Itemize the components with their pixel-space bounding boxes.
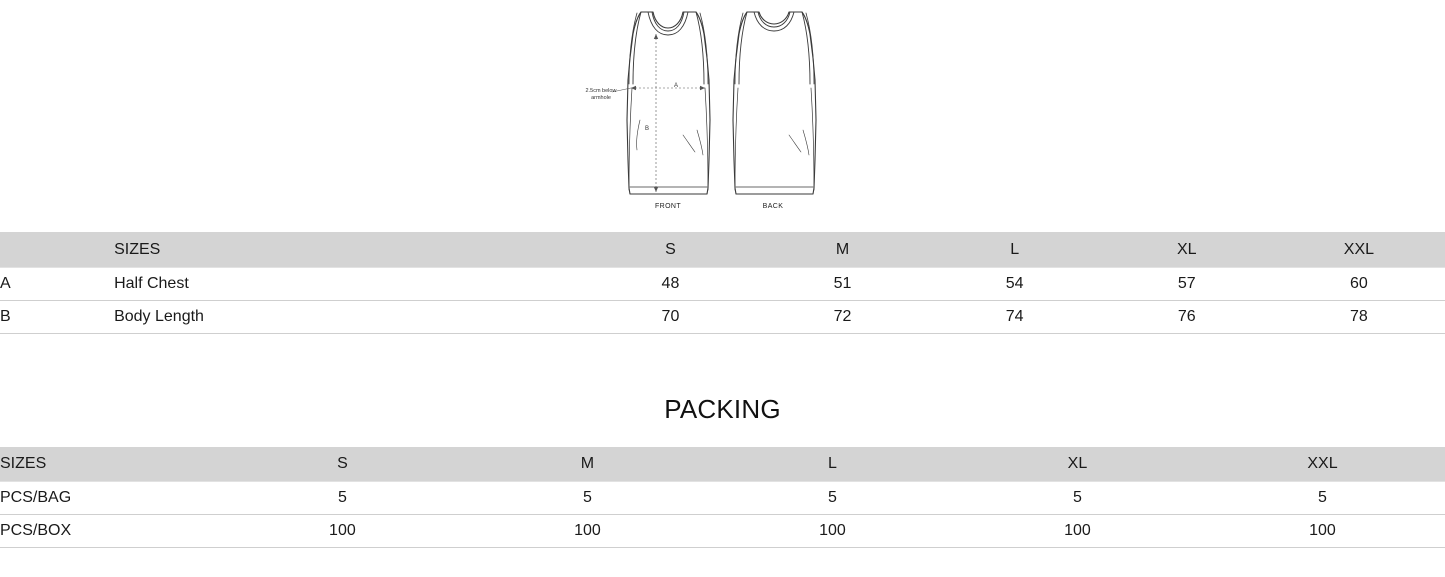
armhole-dimension-note: 2.5cm below armhole xyxy=(585,88,617,102)
technical-drawing xyxy=(0,0,1445,222)
back-view-label: BACK xyxy=(762,203,784,210)
table-row xyxy=(0,482,1445,515)
cell-s: 70 xyxy=(661,308,680,325)
cell-m: 51 xyxy=(833,275,852,292)
header-size-xxl: XXL xyxy=(1307,455,1338,472)
cell-s: 5 xyxy=(337,489,347,506)
header-size-xl: XL xyxy=(1067,455,1088,472)
cell-s: 100 xyxy=(329,522,356,539)
header-size-l: L xyxy=(827,455,837,472)
cell-xxl: 60 xyxy=(1350,275,1368,292)
header-size-xl: XL xyxy=(1176,240,1197,258)
cell-xl: 5 xyxy=(1072,489,1082,506)
row-name: Half Chest xyxy=(114,275,189,292)
cell-m: 5 xyxy=(582,489,592,506)
row-letter: B xyxy=(0,308,11,325)
row-name: Body Length xyxy=(114,308,204,325)
measurement-table xyxy=(0,232,1445,334)
row-letter: A xyxy=(0,275,11,292)
header-size-m: M xyxy=(580,455,595,472)
cell-xxl: 78 xyxy=(1350,308,1368,325)
packing-title: PACKING xyxy=(664,394,781,424)
measurement-table-body xyxy=(0,268,1445,334)
measurement-table-header xyxy=(0,232,1445,268)
table-row xyxy=(0,515,1445,548)
cell-xxl: 100 xyxy=(1309,522,1336,539)
header-size-s: S xyxy=(337,455,348,472)
packing-table-body xyxy=(0,482,1445,548)
garment-illustration-svg xyxy=(0,0,1445,222)
cell-s: 48 xyxy=(661,275,680,292)
header-size-m: M xyxy=(835,240,850,258)
table-header-row xyxy=(0,447,1445,482)
dimension-label-b: B xyxy=(645,126,650,132)
front-view-label: FRONT xyxy=(654,203,682,210)
header-sizes: SIZES xyxy=(114,240,161,258)
table-header-row xyxy=(0,232,1445,268)
packing-table-header xyxy=(0,447,1445,482)
header-letter xyxy=(0,232,114,268)
header-size-l: L xyxy=(1010,240,1020,258)
row-name: PCS/BAG xyxy=(0,489,72,506)
header-sizes: SIZES xyxy=(0,455,47,472)
packing-table xyxy=(0,447,1445,548)
table-row xyxy=(0,301,1445,334)
cell-l: 5 xyxy=(827,489,837,506)
table-row xyxy=(0,268,1445,301)
cell-l: 54 xyxy=(1005,275,1024,292)
row-name: PCS/BOX xyxy=(0,522,72,539)
header-size-s: S xyxy=(665,240,676,258)
cell-m: 100 xyxy=(574,522,601,539)
cell-xl: 76 xyxy=(1177,308,1196,325)
header-size-xxl: XXL xyxy=(1343,240,1375,258)
cell-xl: 57 xyxy=(1177,275,1196,292)
cell-xxl: 5 xyxy=(1318,489,1327,506)
cell-l: 100 xyxy=(819,522,846,539)
cell-l: 74 xyxy=(1005,308,1024,325)
cell-xl: 100 xyxy=(1064,522,1091,539)
cell-m: 72 xyxy=(833,308,852,325)
dimension-label-a: A xyxy=(674,83,679,89)
